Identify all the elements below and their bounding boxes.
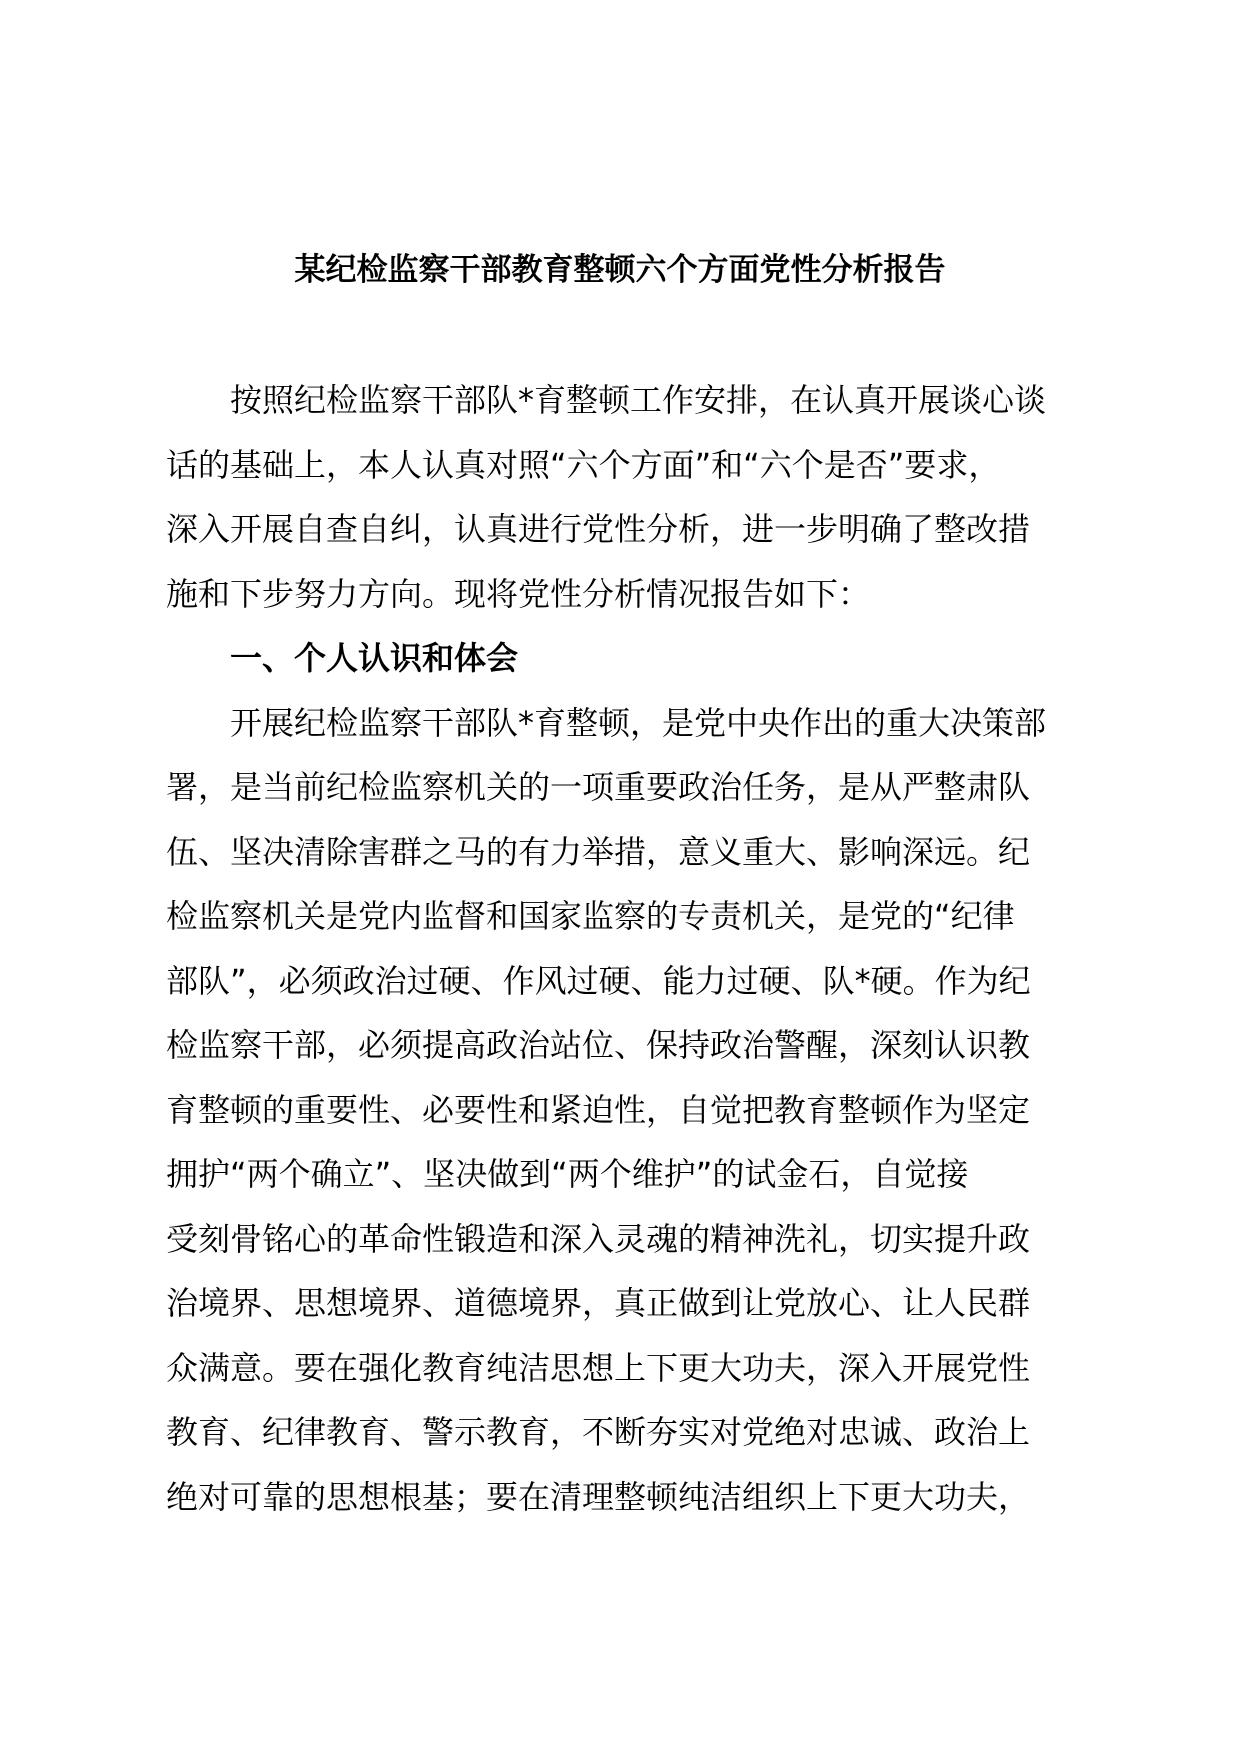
paragraph-body-line-8: 拥护“两个确立”、坚决做到“两个维护”的试金石，自觉接	[166, 1155, 969, 1193]
paragraph-intro-line-3: 深入开展自查自纠，认真进行党性分析，进一步明确了整改措	[166, 510, 1031, 548]
paragraph-body-line-1: 开展纪检监察干部队*育整顿，是党中央作出的重大决策部	[230, 703, 1047, 742]
section-heading-1: 一、个人认识和体会	[230, 639, 519, 677]
paragraph-intro-line-2: 话的基础上，本人认真对照“六个方面”和“六个是否”要求，	[166, 445, 1001, 484]
paragraph-body-line-12: 教育、纪律教育、警示教育，不断夯实对党绝对忠诚、政治上	[166, 1413, 1031, 1451]
paragraph-body-line-4: 检监察机关是党内监督和国家监察的专责机关，是党的“纪律	[166, 897, 1015, 935]
paragraph-body-line-2: 署，是当前纪检监察机关的一项重要政治任务，是从严整肃队	[166, 768, 1031, 806]
document-title: 某纪检监察干部教育整顿六个方面党性分析报告	[294, 252, 946, 288]
paragraph-body-line-11: 众满意。要在强化教育纯洁思想上下更大功夫，深入开展党性	[166, 1348, 1031, 1387]
paragraph-body-line-13: 绝对可靠的思想根基；要在清理整顿纯洁组织上下更大功夫，	[166, 1477, 1031, 1516]
paragraph-intro-line-4: 施和下步努力方向。现将党性分析情况报告如下：	[166, 574, 871, 613]
paragraph-body-line-9: 受刻骨铭心的革命性锻造和深入灵魂的精神洗礼，切实提升政	[166, 1219, 1031, 1258]
paragraph-body-line-5: 部队”，必须政治过硬、作风过硬、能力过硬、队*硬。作为纪	[166, 961, 1031, 1000]
document-body	[166, 368, 1086, 1529]
paragraph-body-line-6: 检监察干部，必须提高政治站位、保持政治警醒，深刻认识教	[166, 1026, 1031, 1064]
paragraph-body-line-3: 伍、坚决清除害群之马的有力举措，意义重大、影响深远。纪	[166, 832, 1031, 871]
paragraph-body-line-7: 育整顿的重要性、必要性和紧迫性，自觉把教育整顿作为坚定	[166, 1090, 1031, 1129]
paragraph-intro-line-1: 按照纪检监察干部队*育整顿工作安排，在认真开展谈心谈	[230, 381, 1047, 419]
paragraph-body-line-10: 治境界、思想境界、道德境界，真正做到让党放心、让人民群	[166, 1284, 1031, 1322]
